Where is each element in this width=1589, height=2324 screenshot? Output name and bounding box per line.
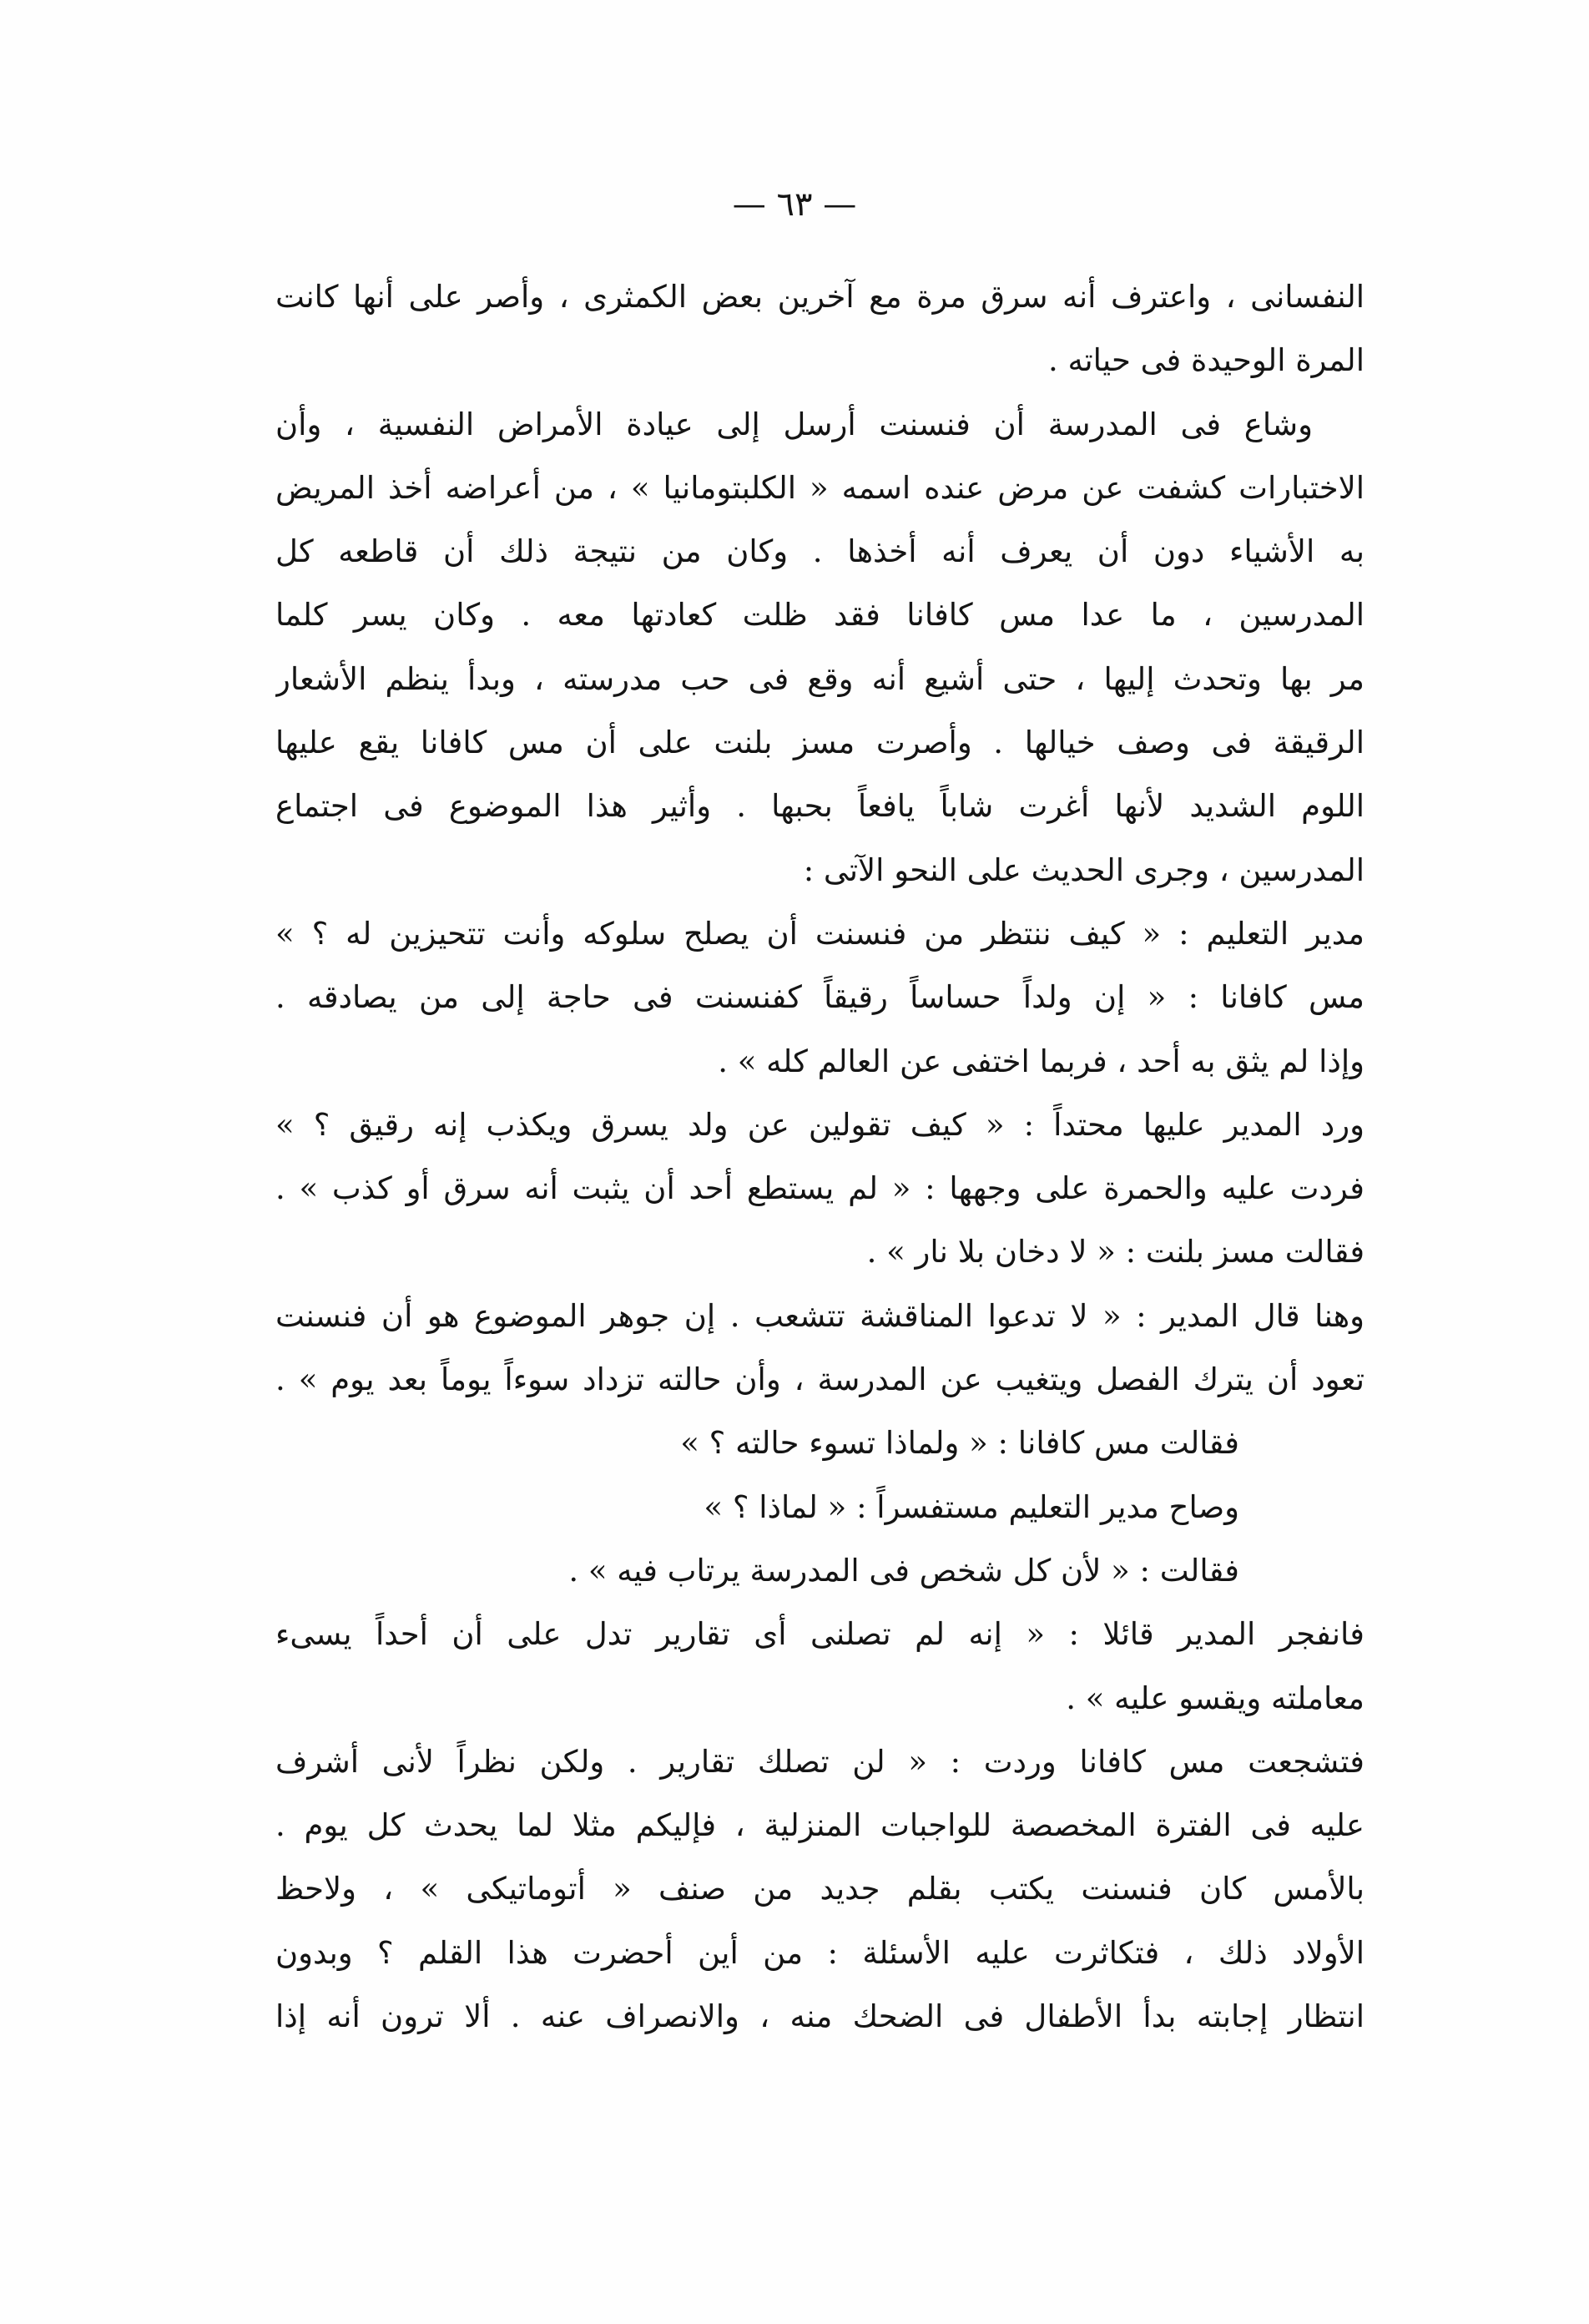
page-number: — ٦٣ —	[732, 185, 857, 224]
text-line: المرة الوحيدة فى حياته .	[1047, 342, 1365, 379]
text-line: النفسانى ، واعترف أنه سرق مرة مع آخرين بعض الكمثرى ، وأصر على أنها كانت	[275, 279, 1365, 315]
text-line: انتظار إجابته بدأ الأطفال فى الضحك منه ، والانصراف عنه . ألا ترون أنه إذا	[275, 1998, 1365, 2035]
text-line: وشاع فى المدرسة أن فنسنت أرسل إلى عيادة الأمراض النفسية ، وأن	[275, 406, 1313, 442]
text-line: وإذا لم يثق به أحد ، فربما اختفى عن العالم كله » .	[718, 1043, 1365, 1079]
text-line: الأولاد ذلك ، فتكاثرت عليه الأسئلة : من أين أحضرت هذا القلم ؟ وبدون	[275, 1934, 1365, 1971]
body-text	[275, 265, 1365, 2049]
text-line: اللوم الشديد لأنها أغرت شاباً يافعاً بحبها . وأثير هذا الموضوع فى اجتماع	[275, 788, 1365, 825]
text-line: فقالت مسز بلنت : « لا دخان بلا نار » .	[866, 1234, 1365, 1271]
text-line: بالأمس كان فنسنت يكتب بقلم جديد من صنف « أتوماتيكى » ، ولاحظ	[275, 1871, 1365, 1907]
text-line: الاختبارات كشفت عن مرض عنده اسمه « الكلبتومانيا » ، من أعراضه أخذ المريض	[275, 469, 1365, 506]
text-line: به الأشياء دون أن يعرف أنه أخذها . وكان من نتيجة ذلك أن قاطعه كل	[275, 533, 1365, 570]
text-line: الرقيقة فى وصف خيالها . وأصرت مسز بلنت على أن مس كافانا يقع عليها	[275, 725, 1365, 761]
text-line: معاملته ويقسو عليه » .	[1066, 1680, 1365, 1716]
text-line: فقالت : « لأن كل شخص فى المدرسة يرتاب فيه » .	[568, 1552, 1239, 1589]
text-line: مر بها وتحدث إليها ، حتى أشيع أنه وقع فى حب مدرسته ، وبدأ ينظم الأشعار	[275, 660, 1365, 697]
text-line: ورد المدير عليها محتداً : « كيف تقولين عن ولد يسرق ويكذب إنه رقيق ؟ »	[275, 1106, 1365, 1143]
text-line: فانفجر المدير قائلا : « إنه لم تصلنى أى تقارير تدل على أن أحداً يسىء	[275, 1616, 1365, 1653]
text-line: عليه فى الفترة المخصصة للواجبات المنزلية ، فإليكم مثلا لما يحدث كل يوم .	[275, 1807, 1365, 1844]
text-line: فتشجعت مس كافانا وردت : « لن تصلك تقارير . ولكن نظراً لأنى أشرف	[275, 1743, 1365, 1780]
text-line: فقالت مس كافانا : « ولماذا تسوء حالته ؟ »	[680, 1425, 1239, 1462]
text-line: وصاح مدير التعليم مستفسراً : « لماذا ؟ »	[704, 1488, 1239, 1525]
text-line: المدرسين ، وجرى الحديث على النحو الآتى :	[803, 851, 1365, 888]
text-line: فردت عليه والحمرة على وجهها : « لم يستطع أحد أن يثبت أنه سرق أو كذب » .	[275, 1170, 1365, 1207]
text-line: تعود أن يترك الفصل ويتغيب عن المدرسة ، وأن حالته تزداد سوءاً يوماً بعد يوم » .	[275, 1362, 1365, 1398]
text-line: المدرسين ، ما عدا مس كافانا فقد ظلت كعادتها معه . وكان يسر كلما	[275, 597, 1365, 634]
text-line: مس كافانا : « إن ولداً حساساً رقيقاً كفنسنت فى حاجة إلى من يصادقه .	[275, 979, 1365, 1016]
text-line: وهنا قال المدير : « لا تدعوا المناقشة تتشعب . إن جوهر الموضوع هو أن فنسنت	[275, 1297, 1365, 1334]
text-line: مدير التعليم : « كيف ننتظر من فنسنت أن يصلح سلوكه وأنت تتحيزين له ؟ »	[275, 915, 1365, 952]
